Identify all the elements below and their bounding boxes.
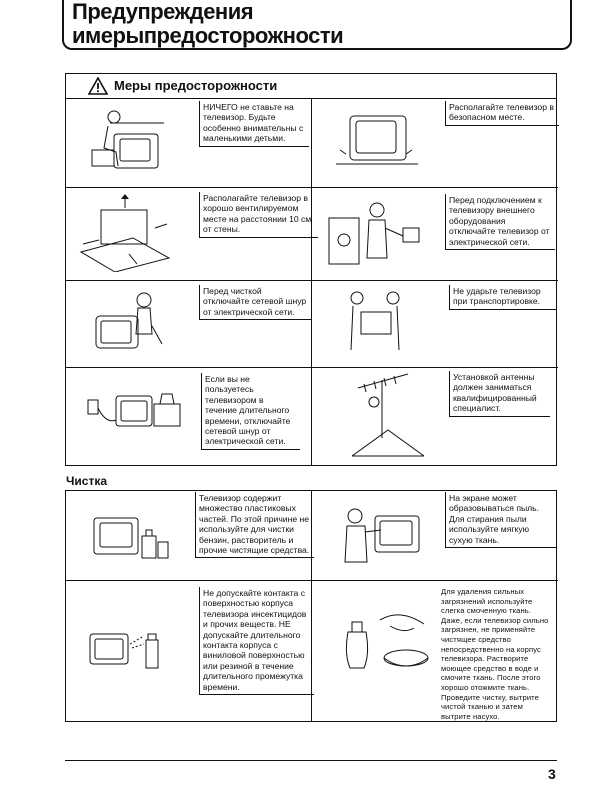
cleaning-heading: Чистка: [66, 474, 108, 488]
divider: [66, 580, 558, 581]
child-climbing-tv-illustration: [86, 108, 166, 172]
wiping-screen-illustration: [341, 506, 423, 568]
page-title-line-2: имерыпредосторожности: [72, 23, 344, 48]
precaution-text-3: Располагайте телевизор в хорошо вентилируемом месте на расстоянии 10 см от стены.: [199, 192, 318, 238]
long-absence-unplug-illustration: [86, 380, 186, 436]
divider: [66, 367, 558, 368]
cleaning-text-1: Телевизор содержит множество пластиковых частей. По этой причине не используйте для чистки бензин, растворитель и прочие чистящие средства.: [195, 492, 314, 558]
precautions-heading: Меры предосторожности: [114, 78, 278, 93]
precaution-text-6: Не ударьте телевизор при транспортировке.: [449, 285, 556, 310]
tv-transport-illustration: [343, 288, 411, 354]
divider: [66, 187, 558, 188]
precaution-text-7: Если вы не пользуетесь телевизором в течение длительного времени, отключайте сетевой шнур от электрической сети.: [201, 373, 300, 450]
tv-ventilation-illustration: [73, 192, 173, 272]
cleaning-text-2: На экране может образовываться пыль. Для стирания пыли используйте мягкую сухую ткань.: [445, 492, 556, 548]
antenna-installation-illustration: [352, 368, 424, 460]
divider: [66, 280, 558, 281]
footer-divider: [65, 760, 557, 761]
precaution-text-8: Установкой антенны должен заниматься квалифицированный специалист.: [449, 371, 550, 417]
page-title-line-1: Предупреждения: [72, 0, 254, 24]
cleaning-text-3: Не допускайте контакта с поверхностью корпуса телевизора инсектицидов и прочих веществ. НЕ допускайте длительного контакта корпуса с виниловой поверхностью или резиной в течение длительного промежутка времени.: [199, 587, 314, 695]
precaution-text-5: Перед чисткой отключайте сетевой шнур от электрической сети.: [199, 285, 312, 320]
precaution-text-1: НИЧЕГО не ставьте на телевизор. Будьте особенно внимательны с маленькими детьми.: [199, 101, 309, 147]
warning-triangle-icon: [88, 77, 108, 95]
precaution-text-4: Перед подключением к телевизору внешнего оборудования отключайте телевизор от электрической сети.: [445, 194, 555, 250]
connecting-equipment-illustration: [325, 198, 425, 274]
tv-with-solvent-bottles-illustration: [92, 512, 172, 564]
cleaning-text-4: Для удаления сильных загрязнений используйте слегка смоченную ткань. Даже, если телевизор сильно загрязнен, не применяйте чистящее средство непосредственно на корпус телевизора. Растворите моющее средство в воде и смочите ткань. После этого хорошо отожмите ткань. Проведите чистку, вытрите чистой тканью и затем вытрите насухо.: [441, 587, 549, 721]
page-number: 3: [548, 766, 556, 782]
precautions-header: [66, 74, 556, 99]
divider: [311, 99, 312, 466]
tv-safe-place-illustration: [332, 106, 422, 170]
wringing-cloth-illustration: [340, 604, 432, 674]
insecticide-spray-illustration: [88, 614, 168, 674]
precaution-text-2: Располагайте телевизор в безопасном месте.: [445, 101, 559, 126]
page-title-box: [62, 0, 572, 50]
unplug-before-cleaning-illustration: [90, 288, 168, 352]
